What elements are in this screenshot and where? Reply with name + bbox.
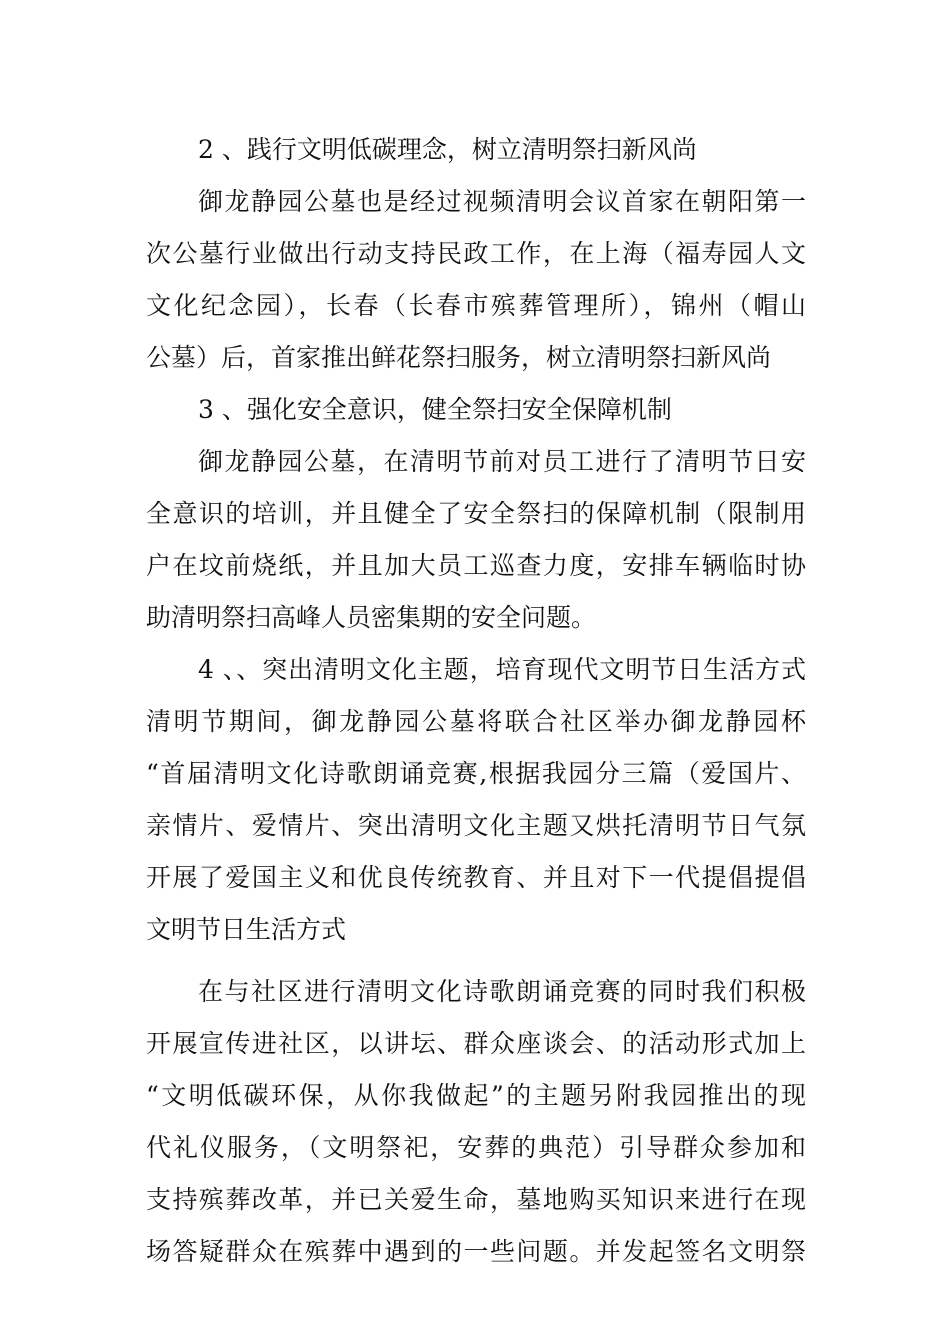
text-line: 2 、践行文明低碳理念，树立清明祭扫新风尚 bbox=[198, 135, 697, 164]
text-line: 在与社区进行清明文化诗歌朗诵竞赛的同时我们积极 bbox=[198, 977, 806, 1006]
text-line: 3 、强化安全意识，健全祭扫安全保障机制 bbox=[198, 395, 672, 424]
text-line: 户在坟前烧纸，并且加大员工巡查力度，安排车辆临时协 bbox=[146, 551, 806, 580]
text-line: “文明低碳环保，从你我做起”的主题另附我园推出的现 bbox=[146, 1081, 806, 1110]
text-line: 御龙静园公墓也是经过视频清明会议首家在朝阳第一 bbox=[198, 187, 806, 216]
text-line: 4 、、突出清明文化主题，培育现代文明节日生活方式 bbox=[198, 655, 806, 684]
text-line: 场答疑群众在殡葬中遇到的一些问题。并发起签名文明祭 bbox=[146, 1237, 806, 1266]
text-line: 开展宣传进社区，以讲坛、群众座谈会、的活动形式加上 bbox=[146, 1029, 806, 1058]
text-line: 支持殡葬改革，并已关爱生命，墓地购买知识来进行在现 bbox=[146, 1185, 806, 1214]
document-body bbox=[146, 124, 806, 1278]
text-line: 文明节日生活方式 bbox=[146, 915, 347, 944]
text-line: 次公墓行业做出行动支持民政工作，在上海（福寿园人文 bbox=[146, 239, 806, 268]
text-line: 公墓）后，首家推出鲜花祭扫服务，树立清明祭扫新风尚 bbox=[146, 343, 772, 372]
text-line: 助清明祭扫高峰人员密集期的安全问题。 bbox=[146, 603, 597, 632]
text-line: 开展了爱国主义和优良传统教育、并且对下一代提倡提倡 bbox=[146, 863, 806, 892]
text-line: 文化纪念园），长春（长春市殡葬管理所），锦州（帽山 bbox=[146, 291, 806, 320]
text-line: 代礼仪服务，（文明祭祀，安葬的典范）引导群众参加和 bbox=[146, 1133, 806, 1162]
text-line: 御龙静园公墓，在清明节前对员工进行了清明节日安 bbox=[198, 447, 806, 476]
text-line: 清明节期间，御龙静园公墓将联合社区举办御龙静园杯 bbox=[146, 707, 806, 736]
text-line: 全意识的培训，并且健全了安全祭扫的保障机制（限制用 bbox=[146, 499, 806, 528]
text-line: 亲情片、爱情片、突出清明文化主题又烘托清明节日气氛 bbox=[146, 811, 806, 840]
text-line: “首届清明文化诗歌朗诵竞赛,根据我园分三篇（爱国片、 bbox=[146, 759, 806, 788]
